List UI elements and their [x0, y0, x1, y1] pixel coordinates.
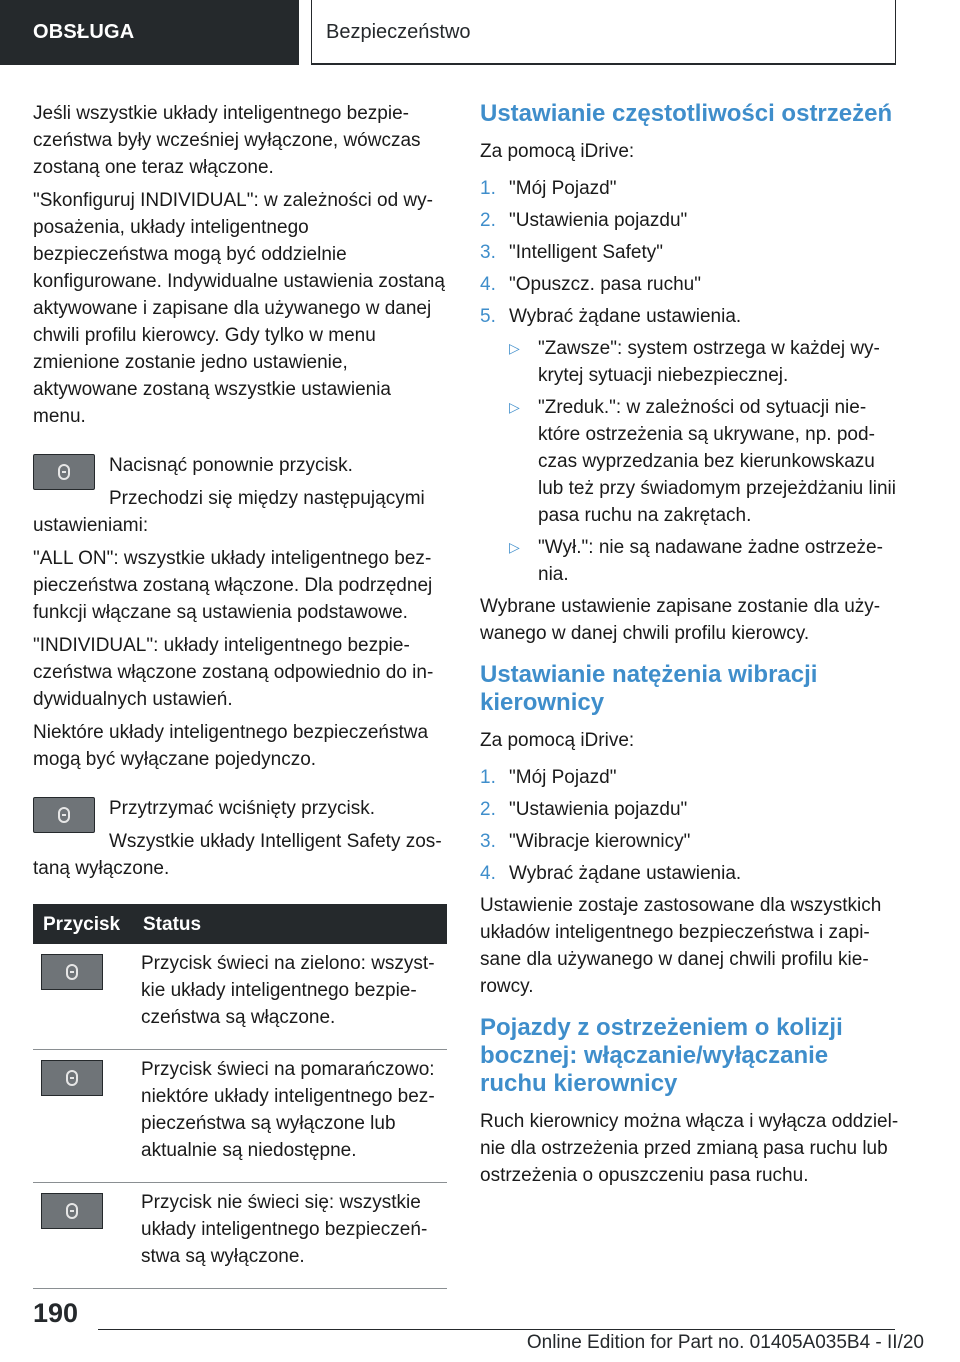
paragraph: "ALL ON": wszystkie układy inteligentnego bezpieczeństwa zostaną włączone. Dla podrzędnej funkcji włączane są ustawienia podstawowe.: [33, 548, 433, 623]
button-instruction-1: [33, 452, 447, 539]
table-row: [33, 1183, 447, 1289]
section-label: OBSŁUGA: [33, 21, 135, 43]
option-text: "Zreduk.": w zależności od sytuacji niektóre ostrzeżenia są ukrywane, np. podczas wyprzedzania bez kierunkowskazu lub też przy świadomym przejeżdżaniu linii pasa ruchu na zakrętach.: [538, 397, 896, 526]
paragraph: Wybrane ustawienie zapisane zostanie dla używanego w danej chwili profilu kierowcy.: [480, 596, 881, 644]
step-number: 5.: [480, 306, 496, 327]
step-number: 2.: [480, 799, 496, 820]
instruction-result: Przechodzi się między następującymi ustawieniami:: [33, 488, 425, 536]
step-text: "Opuszcz. pasa ruchu": [509, 274, 701, 295]
intelligent-safety-icon: [66, 1203, 78, 1219]
list-item: [480, 271, 900, 298]
triangle-bullet-icon: ▷: [509, 539, 520, 555]
triangle-bullet-icon: ▷: [509, 399, 520, 415]
steps-list: [480, 175, 900, 330]
instruction-text: Przytrzymać wciśnięty przycisk.: [109, 798, 376, 819]
list-item: [480, 175, 900, 202]
page-number: 190: [33, 1298, 79, 1328]
status-text: Przycisk świeci na pomarańczowo: niektóre układy inteligentnego bezpieczeństwa są wyłączone lub aktualnie są niedostępne.: [133, 1050, 447, 1183]
section: [480, 1014, 900, 1189]
intelligent-safety-icon: [66, 964, 78, 980]
option-text: "Wył.": nie są nadawane żadne ostrzeżenia.: [538, 537, 883, 585]
column-header: Status: [133, 904, 447, 944]
button-cell: [33, 1183, 133, 1289]
intelligent-safety-icon: [58, 464, 70, 480]
list-item: [480, 534, 900, 588]
table-header: [33, 904, 447, 944]
paragraph: "INDIVIDUAL": układy inteligentnego bezpieczeństwa włączone zostaną odpowiednio do indywidualnych ustawień.: [33, 635, 434, 710]
instruction-result: Wszystkie układy Intelligent Safety zostaną wyłączone.: [33, 831, 442, 879]
step-text: "Mój Pojazd": [509, 178, 617, 199]
table-row: [33, 1050, 447, 1183]
step-text: "Mój Pojazd": [509, 767, 617, 788]
instruction-text: Nacisnąć ponownie przycisk.: [109, 455, 353, 476]
step-text: "Wibracje kierownicy": [509, 831, 691, 852]
list-item: [480, 394, 900, 529]
paragraph: Za pomocą iDrive:: [480, 730, 635, 751]
section: [480, 661, 900, 1000]
list-item: [480, 860, 900, 887]
list-item: [480, 239, 900, 266]
paragraph: "Skonfiguruj INDIVIDUAL": w zależności od wyposażenia, układy inteligentnego bezpieczeństwa mogą być oddzielnie konfigurowane. Indywidualne ustawienia zostaną aktywowane i zapisane dla używanego w danej chwili profilu kierowcy. Gdy tylko w menu zmienione zostanie jedno ustawienie, aktywowane zostaną wszystkie ustawienia menu.: [33, 190, 445, 427]
button-cell: [33, 944, 133, 1050]
topic-label: Bezpieczeństwo: [326, 21, 471, 43]
left-column: [33, 100, 447, 1289]
intelligent-safety-icon: [58, 807, 70, 823]
option-text: "Zawsze": system ostrzega w każdej wykrytej sytuacji niebezpiecznej.: [538, 338, 880, 386]
list-item: [480, 796, 900, 823]
safety-button-image: [41, 1060, 103, 1096]
column-header: Przycisk: [33, 904, 133, 944]
button-instruction-2: [33, 795, 447, 882]
safety-button-image: [41, 1193, 103, 1229]
status-text: Przycisk nie świeci się: wszystkie układy inteligentnego bezpieczeństwa są wyłączone.: [133, 1183, 447, 1289]
step-number: 4.: [480, 274, 496, 295]
topic-tab: [311, 0, 896, 65]
list-item: [480, 828, 900, 855]
step-text: "Ustawienia pojazdu": [509, 210, 688, 231]
list-item: [480, 207, 900, 234]
intelligent-safety-icon: [66, 1070, 78, 1086]
step-number: 3.: [480, 831, 496, 852]
list-item: [480, 764, 900, 791]
section-heading: Pojazdy z ostrzeżeniem o kolizji bocznej: włączanie/wyłączanie ruchu kierownicy: [480, 1014, 843, 1097]
step-text: "Ustawienia pojazdu": [509, 799, 688, 820]
triangle-bullet-icon: ▷: [509, 340, 520, 356]
safety-button-image: [33, 797, 95, 833]
right-column: [480, 100, 900, 1195]
step-text: "Intelligent Safety": [509, 242, 663, 263]
step-number: 2.: [480, 210, 496, 231]
step-number: 3.: [480, 242, 496, 263]
paragraph: Ruch kierownicy można włącza i wyłącza oddzielnie dla ostrzeżenia przed zmianą pasa ruchu lub ostrzeżenia o opuszczeniu pasa ruchu.: [480, 1111, 899, 1186]
status-table: [33, 904, 447, 1289]
status-text: Przycisk świeci na zielono: wszystkie układy inteligentnego bezpieczeństwa są włączone.: [133, 944, 447, 1050]
step-number: 1.: [480, 178, 496, 199]
safety-button-image: [33, 454, 95, 490]
edition-text: Online Edition for Part no. 01405A035B4 - II/20: [526, 1332, 924, 1353]
step-text: Wybrać żądane ustawienia.: [509, 863, 742, 884]
list-item: [480, 303, 900, 330]
section-heading: Ustawianie natężenia wibracji kierownicy: [480, 661, 818, 716]
paragraph: Jeśli wszystkie układy inteligentnego bezpieczeństwa były wcześniej wyłączone, wówczas zostaną one teraz włączone.: [33, 103, 421, 178]
safety-button-image: [41, 954, 103, 990]
table-row: [33, 944, 447, 1050]
button-cell: [33, 1050, 133, 1183]
step-number: 4.: [480, 863, 496, 884]
paragraph: Za pomocą iDrive:: [480, 141, 635, 162]
step-text: Wybrać żądane ustawienia.: [509, 306, 742, 327]
section-heading: Ustawianie częstotliwości ostrzeżeń: [480, 100, 893, 127]
steps-list: [480, 764, 900, 887]
section-tab: [0, 0, 299, 65]
options-list: [480, 335, 900, 588]
footer-divider: [98, 1329, 895, 1330]
paragraph: Ustawienie zostaje zastosowane dla wszystkich układów inteligentnego bezpieczeństwa i zapisane dla używanego w danej chwili profilu kierowcy.: [480, 895, 882, 997]
paragraph: Niektóre układy inteligentnego bezpieczeństwa mogą być wyłączane pojedynczo.: [33, 722, 429, 770]
list-item: [480, 335, 900, 389]
step-number: 1.: [480, 767, 496, 788]
